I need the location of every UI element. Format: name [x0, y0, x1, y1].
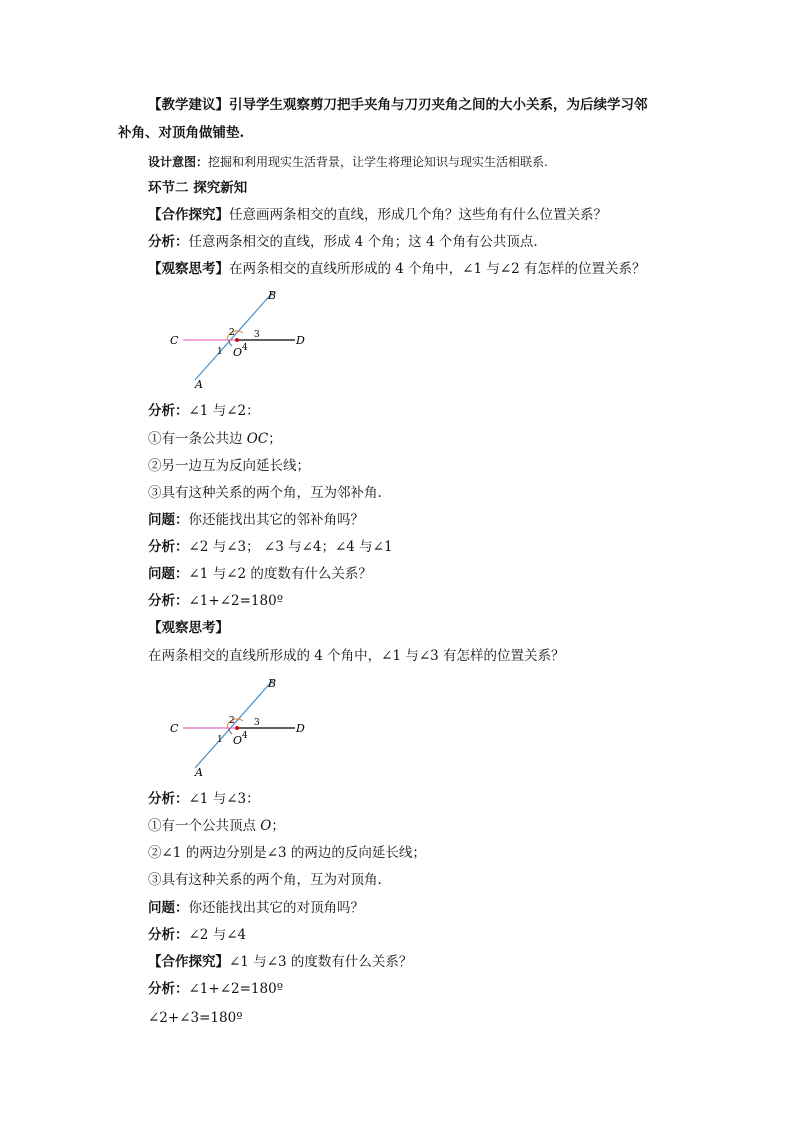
answer-2: [148, 592, 283, 610]
design-intent-text: 挖掘和利用现实生活背景，让学生将理论知识与现实生活相联系.: [208, 155, 548, 169]
question-1: [148, 511, 364, 529]
coop-explore-1: [148, 206, 607, 224]
coop-explore-2-label: 【合作探究】: [148, 954, 229, 970]
label-o: O: [233, 734, 243, 747]
coop-explore-2-text: ∠1 与∠3 的度数有什么关系？: [229, 954, 413, 970]
intersecting-lines-figure-1: [165, 288, 315, 390]
design-intent: [148, 153, 548, 171]
answer-2-label: 分析：: [148, 593, 189, 609]
question-3: [148, 899, 364, 917]
angle-arc-lower: [229, 728, 232, 734]
vertex-point: [235, 726, 239, 730]
answer-4-label: 分析：: [148, 981, 189, 997]
analysis-2-point-1-var: OC: [246, 431, 269, 447]
analysis-3: [148, 790, 260, 808]
label-angle-3: 3: [254, 330, 260, 340]
answer-4-line2: ∠2+∠3=180º: [148, 1010, 243, 1026]
label-angle-2: 2: [229, 328, 235, 338]
label-angle-4: 4: [242, 731, 248, 741]
analysis-3-point-2: ②∠1 的两边分别是∠3 的两边的反向延长线；: [148, 845, 426, 861]
label-a: A: [195, 378, 203, 390]
label-c: C: [170, 722, 179, 735]
analysis-2-point-3: ③具有这种关系的两个角，互为邻补角.: [148, 485, 382, 501]
label-angle-4: 4: [242, 343, 248, 353]
answer-1-text: ∠2 与∠3； ∠3 与∠4；∠4 与∠1: [188, 539, 393, 555]
analysis-1-text: 任意两条相交的直线，形成 4 个角；这 4 个角有公共顶点.: [188, 234, 538, 250]
analysis-2-point-2: ②另一边互为反向延长线；: [148, 458, 310, 474]
label-d: D: [296, 722, 305, 735]
coop-explore-1-label: 【合作探究】: [148, 207, 229, 223]
question-3-text: 你还能找出其它的对顶角吗？: [188, 900, 364, 916]
answer-3-label: 分析：: [148, 927, 189, 943]
question-2: [148, 565, 372, 583]
observe-think-2-text: 在两条相交的直线所形成的 4 个角中，∠1 与∠3 有怎样的位置关系？: [148, 648, 565, 664]
analysis-3-label: 分析：: [148, 791, 189, 807]
analysis-2-point-1: [148, 430, 282, 448]
answer-1: [148, 538, 393, 556]
teaching-suggestion-line1: [148, 96, 648, 114]
answer-2-text: ∠1+∠2=180º: [188, 593, 284, 609]
label-c: C: [170, 334, 179, 347]
analysis-2-label: 分析：: [148, 403, 189, 419]
angle-arc-lower: [229, 340, 232, 346]
question-2-label: 问题：: [148, 566, 189, 582]
analysis-2: [148, 402, 260, 420]
answer-1-label: 分析：: [148, 539, 189, 555]
analysis-3-point-3: ③具有这种关系的两个角，互为对顶角.: [148, 872, 382, 888]
analysis-3-point-1-suffix: ；: [271, 818, 285, 834]
vertex-point: [235, 338, 239, 342]
analysis-3-point-1-prefix: ①有一个公共顶点: [148, 818, 261, 834]
answer-4-text: ∠1+∠2=180º: [188, 981, 284, 997]
label-angle-1: 1: [217, 735, 223, 745]
coop-explore-2: [148, 953, 412, 971]
label-b: B: [268, 677, 277, 690]
observe-think-1-text: 在两条相交的直线所形成的 4 个角中，∠1 与∠2 有怎样的位置关系？: [229, 261, 646, 277]
label-o: O: [233, 346, 243, 359]
answer-3-text: ∠2 与∠4: [188, 927, 247, 943]
analysis-3-point-1: [148, 817, 285, 835]
observe-think-2-label: 【观察思考】: [148, 620, 229, 636]
coop-explore-1-text: 任意画两条相交的直线，形成几个角？这些角有什么位置关系？: [229, 207, 607, 223]
analysis-1-label: 分析：: [148, 234, 189, 250]
question-2-text: ∠1 与∠2 的度数有什么关系？: [188, 566, 372, 582]
analysis-3-text: ∠1 与∠3：: [188, 791, 260, 807]
label-angle-1: 1: [217, 347, 223, 357]
label-b: B: [268, 289, 277, 302]
label-a: A: [195, 766, 203, 778]
analysis-3-point-1-var: O: [260, 818, 272, 834]
label-angle-3: 3: [254, 718, 260, 728]
question-3-label: 问题：: [148, 900, 189, 916]
analysis-2-point-1-suffix: ；: [268, 431, 282, 447]
design-intent-label: 设计意图：: [148, 155, 209, 169]
label-d: D: [296, 334, 305, 347]
answer-3: [148, 926, 246, 944]
teaching-suggestion-label: 【教学建议】: [148, 97, 229, 113]
teaching-suggestion-line2: 补角、对顶角做铺垫.: [118, 125, 245, 141]
section-title: 环节二 探究新知: [148, 180, 248, 196]
analysis-1: [148, 233, 538, 251]
intersecting-lines-figure-2: [165, 676, 315, 778]
answer-4: [148, 980, 283, 998]
question-1-label: 问题：: [148, 512, 189, 528]
label-angle-2: 2: [229, 716, 235, 726]
observe-think-1-label: 【观察思考】: [148, 261, 229, 277]
analysis-2-point-1-prefix: ①有一条公共边: [148, 431, 247, 447]
question-1-text: 你还能找出其它的邻补角吗？: [188, 512, 364, 528]
observe-think-1: [148, 260, 646, 278]
teaching-suggestion-text: 引导学生观察剪刀把手夹角与刀刃夹角之间的大小关系，为后续学习邻: [229, 97, 648, 113]
analysis-2-text: ∠1 与∠2：: [188, 403, 260, 419]
